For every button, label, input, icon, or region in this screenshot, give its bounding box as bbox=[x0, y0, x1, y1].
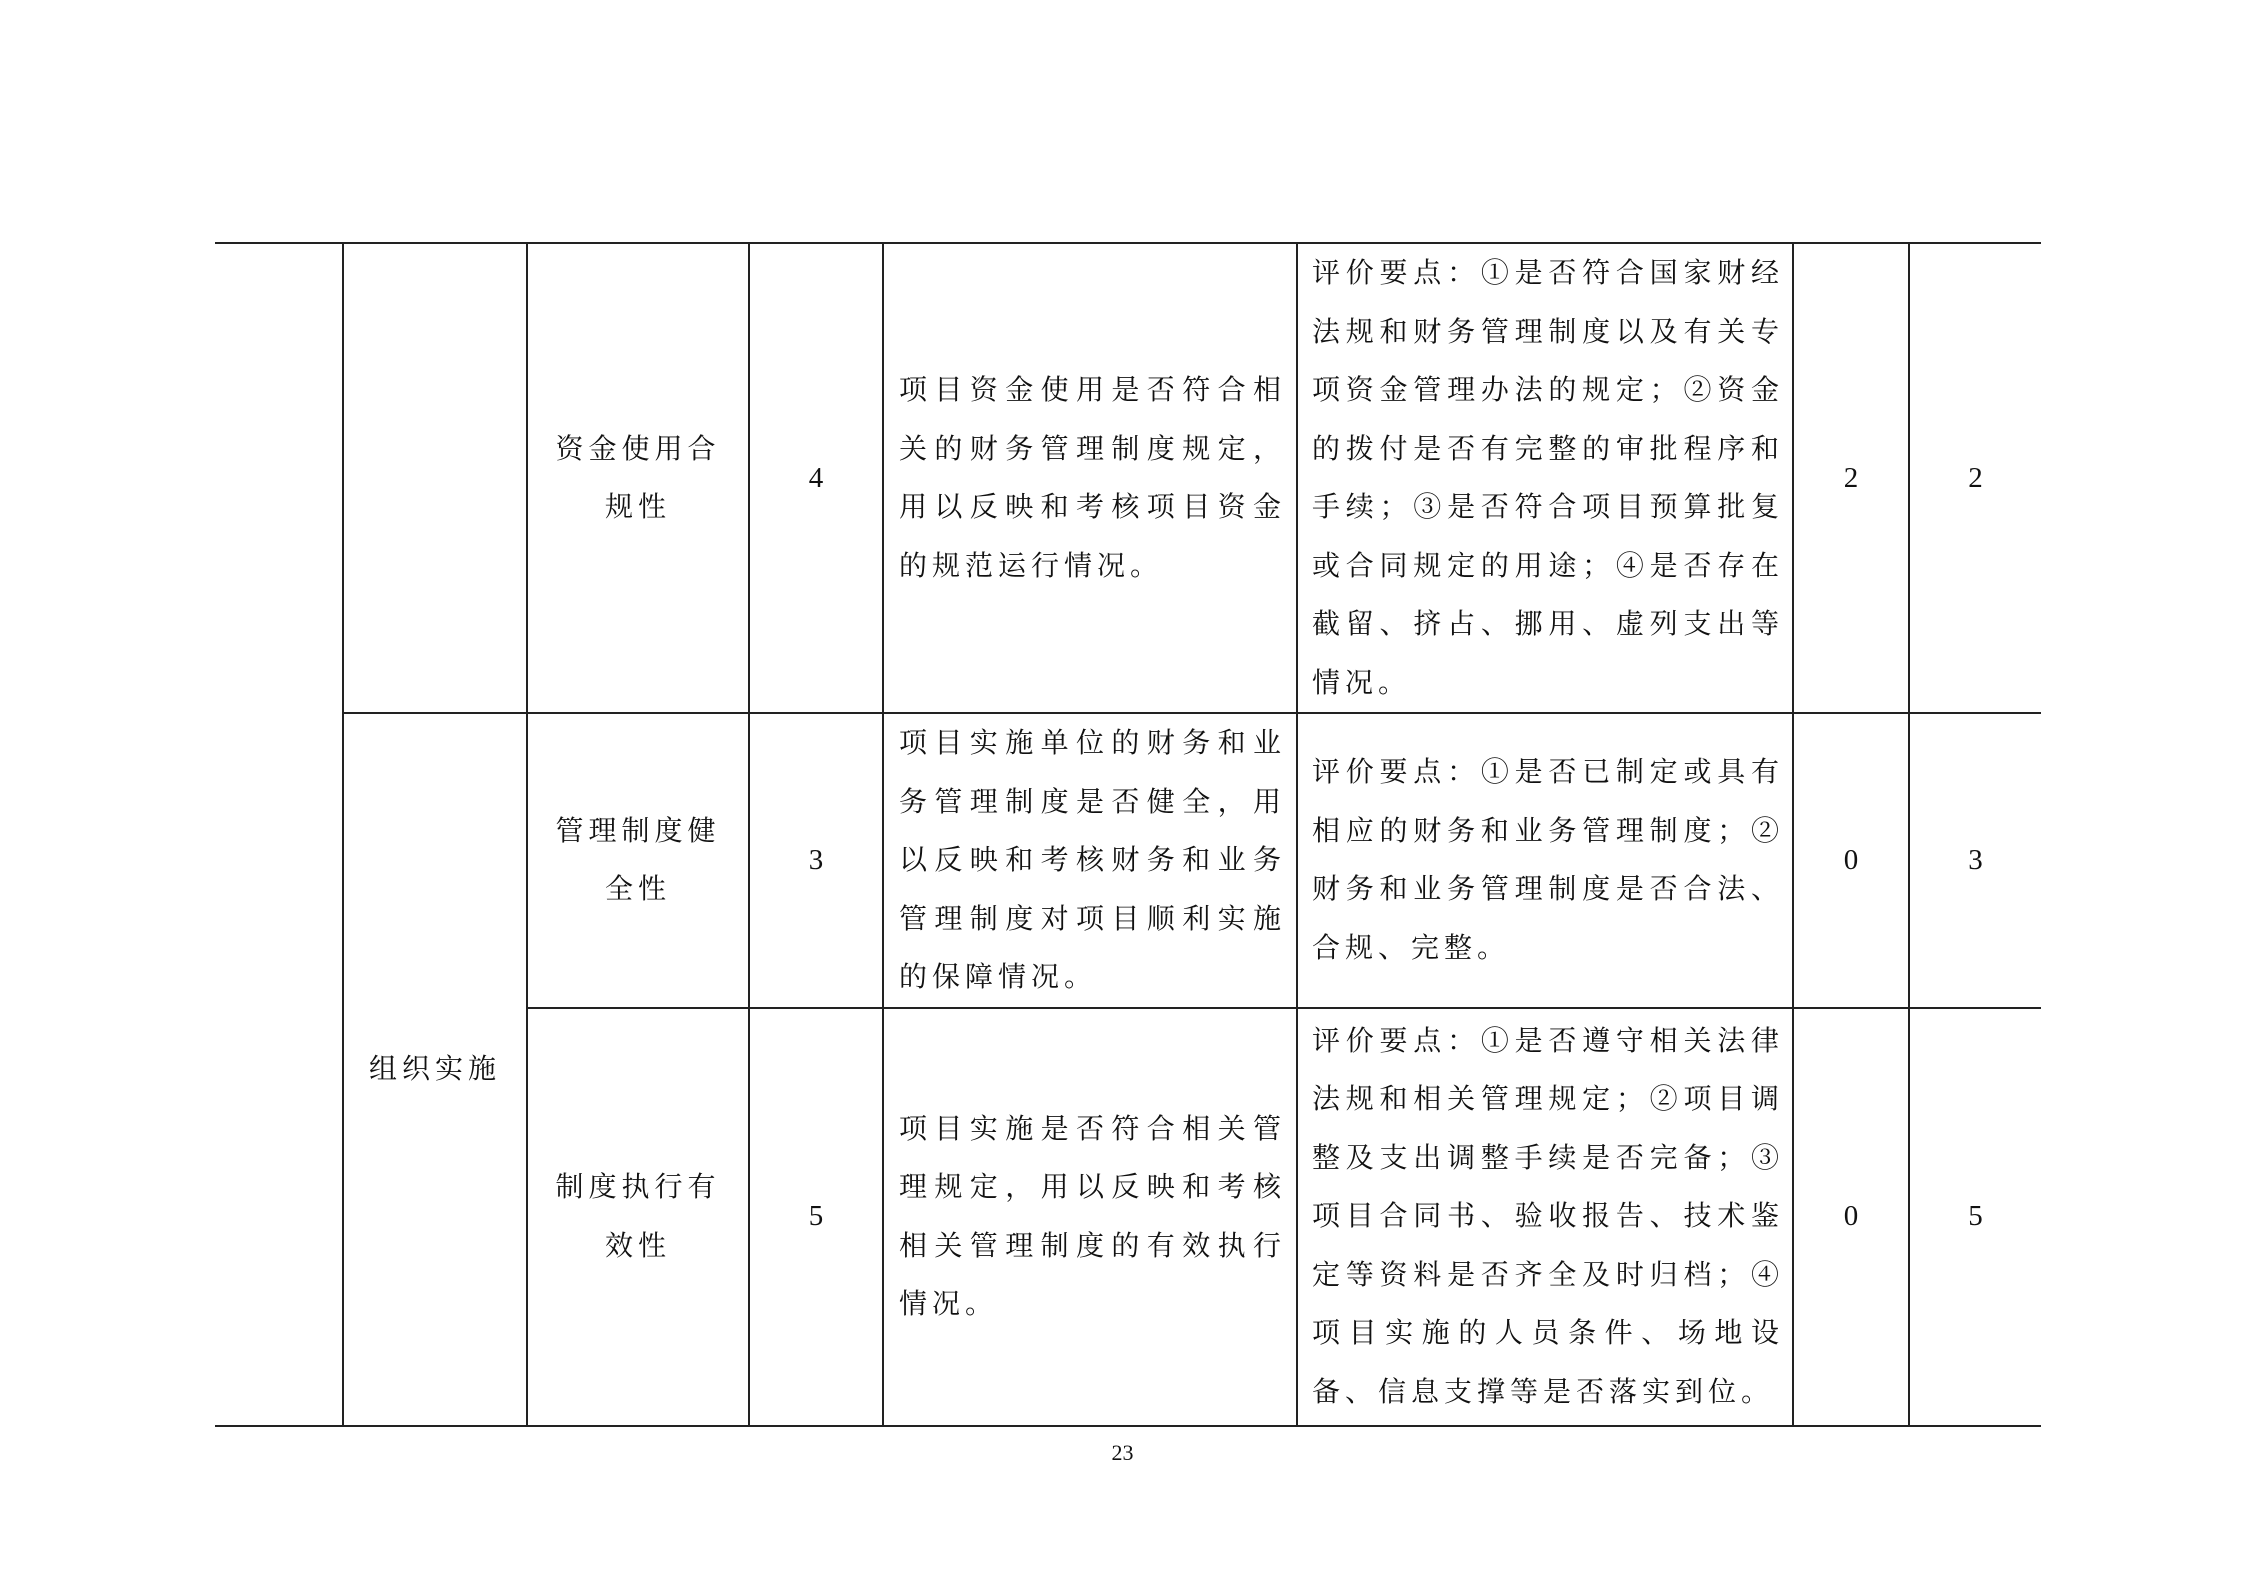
evaluation-table bbox=[215, 242, 2041, 1427]
indicator-weight: 4 bbox=[749, 243, 883, 713]
indicator-explanation: 项目实施是否符合相关管理规定，用以反映和考核相关管理制度的有效执行情况。 bbox=[883, 1008, 1297, 1426]
table-row bbox=[215, 713, 2041, 1008]
primary-indicator-cell bbox=[215, 243, 343, 1426]
indicator-explanation: 项目实施单位的财务和业务管理制度是否健全，用以反映和考核财务和业务管理制度对项目顺利实施的保障情况。 bbox=[883, 713, 1297, 1008]
indicator-weight: 5 bbox=[749, 1008, 883, 1426]
secondary-indicator-cell bbox=[343, 243, 527, 713]
score-value: 3 bbox=[1909, 713, 2041, 1008]
evaluation-criteria: 评价要点：①是否已制定或具有相应的财务和业务管理制度；②财务和业务管理制度是否合法、合规、完整。 bbox=[1297, 713, 1793, 1008]
indicator-explanation: 项目资金使用是否符合相关的财务管理制度规定，用以反映和考核项目资金的规范运行情况。 bbox=[883, 243, 1297, 713]
indicator-name: 资金使用合规性 bbox=[527, 243, 749, 713]
page-number: 23 bbox=[1111, 1440, 1134, 1465]
score-value: 5 bbox=[1909, 1008, 2041, 1426]
deduction-value: 0 bbox=[1793, 713, 1909, 1008]
indicator-name: 管理制度健全性 bbox=[527, 713, 749, 1008]
table-row bbox=[215, 243, 2041, 713]
indicator-weight: 3 bbox=[749, 713, 883, 1008]
group-label: 组织实施 bbox=[343, 713, 527, 1426]
indicator-name: 制度执行有效性 bbox=[527, 1008, 749, 1426]
deduction-value: 0 bbox=[1793, 1008, 1909, 1426]
evaluation-criteria: 评价要点：①是否遵守相关法律法规和相关管理规定；②项目调整及支出调整手续是否完备；③项目合同书、验收报告、技术鉴定等资料是否齐全及时归档；④项目实施的人员条件、场地设备、信息支撑等是否落实到位。 bbox=[1297, 1008, 1793, 1426]
deduction-value: 2 bbox=[1793, 243, 1909, 713]
evaluation-criteria: 评价要点：①是否符合国家财经法规和财务管理制度以及有关专项资金管理办法的规定；②资金的拨付是否有完整的审批程序和手续；③是否符合项目预算批复或合同规定的用途；④是否存在截留、挤占、挪用、虚列支出等情况。 bbox=[1297, 243, 1793, 713]
score-value: 2 bbox=[1909, 243, 2041, 713]
